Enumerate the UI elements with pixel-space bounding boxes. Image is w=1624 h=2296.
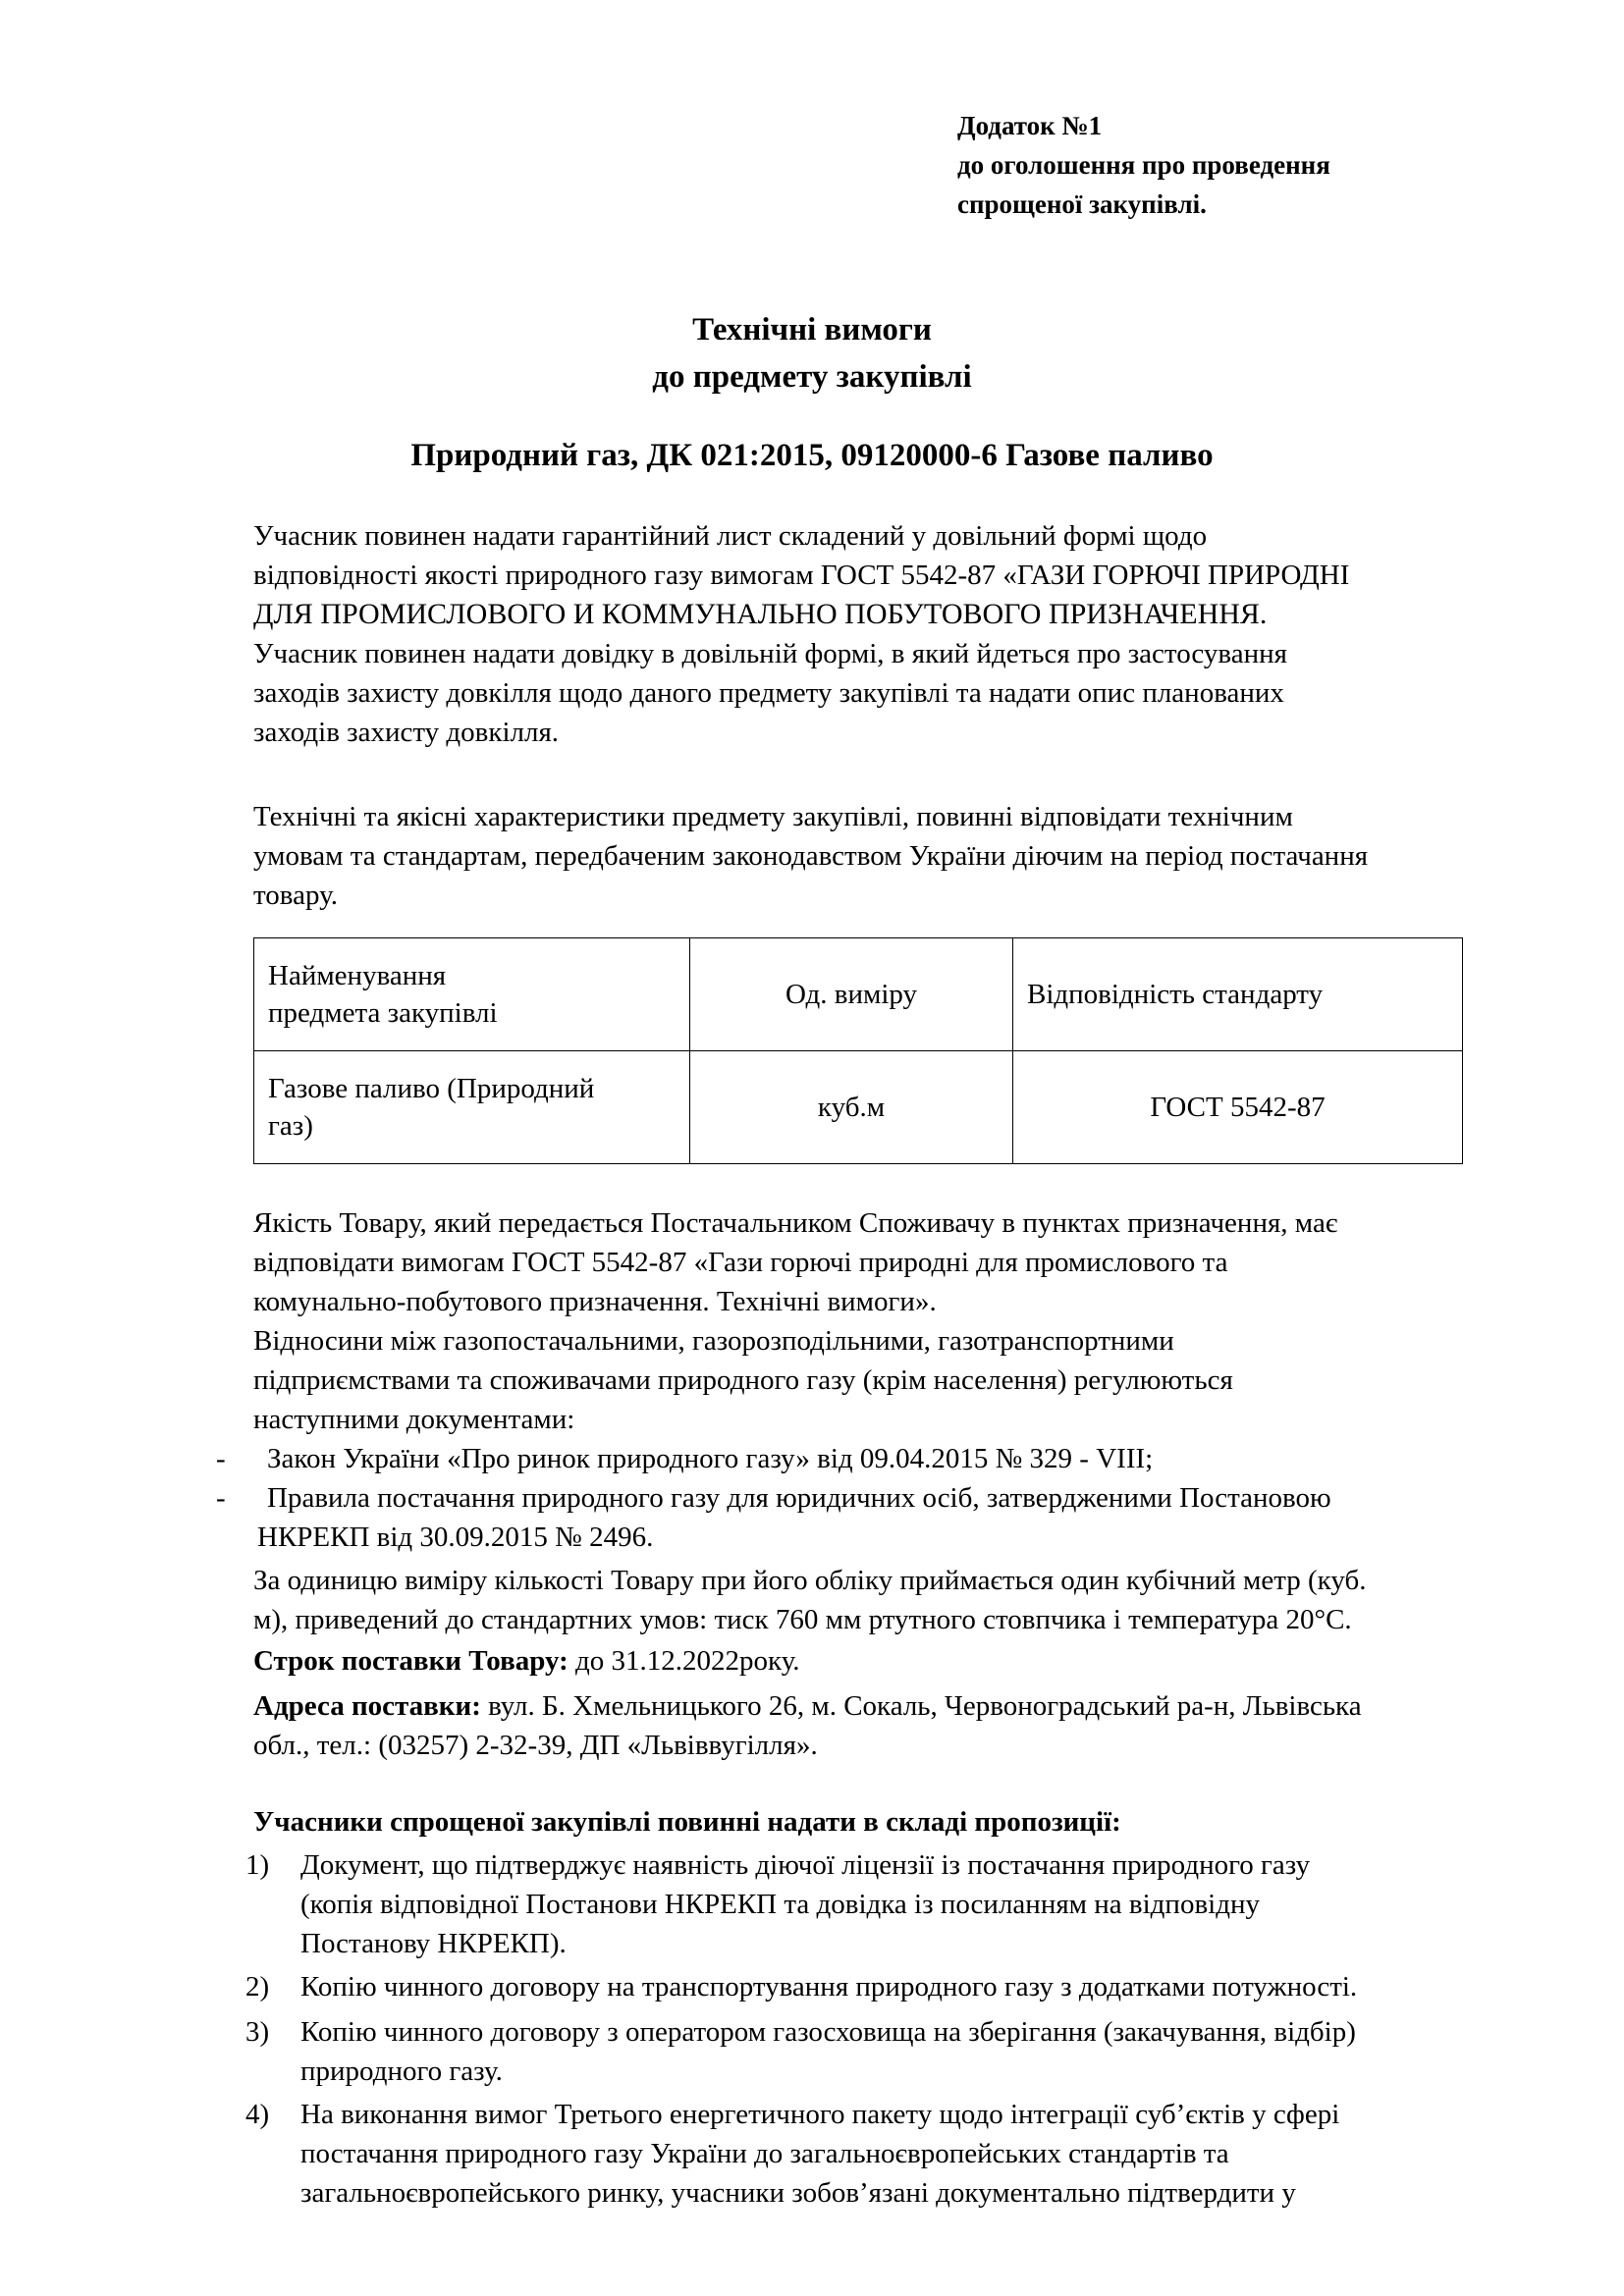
annex-line-3: спрощеної закупівлі.: [957, 189, 1207, 219]
delivery-address-label: Адреса поставки:: [253, 1690, 481, 1722]
table-header-row: [254, 938, 1463, 1051]
delivery-address-line-2: обл., тел.: (03257) 2-32-39, ДП «Львіввугілля».: [253, 1730, 818, 1761]
unit-paragraph: [253, 1561, 1569, 1639]
intro-line: ДЛЯ ПРОМИСЛОВОГО И КОММУНАЛЬНО ПОБУТОВОГО ПРИЗНАЧЕННЯ.: [253, 598, 1268, 630]
quality-line: підприємствами та споживачами природного газу (крім населення) регулюються: [253, 1364, 1233, 1396]
list-item: [300, 1967, 1357, 2006]
spec-table: [253, 937, 1463, 1164]
intro-line: заходів захисту довкілля.: [253, 717, 560, 748]
list-item-line: Документ, що підтверджує наявність діючої ліцензії із постачання природного газу: [300, 1849, 1311, 1881]
delivery-term: [253, 1641, 1569, 1681]
intro-line: відповідності якості природного газу вимогам ГОСТ 5542-87 «ГАЗИ ГОРЮЧІ ПРИРОДНІ: [253, 560, 1350, 591]
bullet-text: НКРЕКП від 30.09.2015 № 2496.: [257, 1522, 654, 1553]
list-item-line: постачання природного газу України до загальноєвропейських стандартів та: [300, 2138, 1229, 2169]
document-title: [0, 306, 1624, 400]
delivery-address-line: [253, 1686, 1569, 1726]
list-item: [300, 2012, 1356, 2091]
annex-header: [957, 106, 1330, 224]
list-item-line: Копію чинного договору на транспортування природного газу з додатками потужності.: [300, 1971, 1358, 2002]
list-number: 4): [245, 2099, 270, 2130]
list-item-line: (копія відповідної Постанови НКРЕКП та довідка із посиланням на відповідну: [300, 1889, 1260, 1920]
delivery-term-label: Строк поставки Товару:: [253, 1645, 568, 1677]
list-item-line: Копію чинного договору з оператором газосховища на зберігання (закачування, відбір): [300, 2016, 1356, 2048]
list-number: 1): [245, 1849, 270, 1881]
quality-line: комунально-побутового призначення. Технічні вимоги».: [253, 1286, 937, 1317]
subject-title: [0, 432, 1624, 479]
quality-line: відповідати вимогам ГОСТ 5542-87 «Гази горючі природні для промислового та: [253, 1247, 1228, 1278]
tech-line: умовам та стандартам, передбаченим законодавством України діючим на період постачання: [253, 840, 1369, 872]
cell-unit: куб.м: [690, 1051, 1013, 1164]
header-unit: Од. виміру: [690, 938, 1013, 1051]
title-line-2: до предмету закупівлі: [652, 359, 972, 395]
intro-line: Учасник повинен надати гарантійний лист складений у довільний формі щодо: [253, 520, 1208, 552]
header-name-line-1: Найменування: [268, 960, 447, 991]
quality-line: Відносини між газопостачальними, газорозподільними, газотранспортними: [253, 1325, 1174, 1357]
cell-standard: ГОСТ 5542-87: [1013, 1051, 1463, 1164]
quality-line: Якість Товару, який передається Постачальником Споживачу в пунктах призначення, має: [253, 1207, 1338, 1239]
header-name-line-2: предмета закупівлі: [268, 997, 498, 1029]
quality-paragraph: [253, 1203, 1569, 1439]
annex-line-2: до оголошення про проведення: [957, 150, 1330, 180]
list-item-line: загальноєвропейського ринку, учасники зобов’язані документально підтвердити у: [300, 2177, 1296, 2209]
list-item: [300, 2095, 1339, 2213]
title-line-1: Технічні вимоги: [692, 312, 932, 347]
list-number: 3): [245, 2016, 270, 2048]
tech-line: товару.: [253, 880, 338, 911]
bullet-mark: -: [216, 1443, 226, 1474]
cell-name: [254, 1051, 690, 1164]
list-number: 2): [245, 1971, 270, 2002]
requirements-heading: Учасники спрощеної закупівлі повинні надати в складі пропозиції:: [253, 1806, 1121, 1838]
cell-name-line-2: газ): [268, 1110, 313, 1142]
header-standard: Відповідність стандарту: [1013, 938, 1463, 1051]
unit-line: м), приведений до стандартних умов: тиск 760 мм ртутного стовпчика і температура 20°С.: [253, 1604, 1352, 1635]
tech-paragraph: [253, 797, 1569, 915]
list-item-line: природного газу.: [300, 2056, 503, 2087]
annex-line-1: Додаток №1: [957, 111, 1103, 140]
tech-line: Технічні та якісні характеристики предмету закупівлі, повинні відповідати технічним: [253, 801, 1293, 832]
list-item-line: Постанову НКРЕКП).: [300, 1928, 567, 1959]
delivery-term-value: до 31.12.2022року.: [568, 1645, 800, 1677]
delivery-term-line: [253, 1641, 1569, 1681]
quality-line: наступними документами:: [253, 1404, 575, 1435]
delivery-address: [253, 1686, 1569, 1765]
bullet-mark: -: [216, 1482, 226, 1514]
intro-line: Учасник повинен надати довідку в довільній формі, в який йдеться про застосування: [253, 638, 1287, 669]
cell-name-line-1: Газове паливо (Природний: [268, 1073, 595, 1104]
bullet-text: Закон України «Про ринок природного газу» від 09.04.2015 № 329 - VIII;: [267, 1443, 1154, 1474]
list-item-line: На виконання вимог Третього енергетичного пакету щодо інтеграції суб’єктів у сфері: [300, 2099, 1340, 2130]
subject-line: Природний газ, ДК 021:2015, 09120000-6 Газове паливо: [410, 438, 1214, 473]
bullet-text: Правила постачання природного газу для юридичних осіб, затвердженими Постановою: [267, 1482, 1331, 1514]
delivery-address-value: вул. Б. Хмельницького 26, м. Сокаль, Червоноградський ра-н, Львівська: [480, 1690, 1362, 1722]
unit-line: За одиницю виміру кількості Товару при його обліку приймається один кубічний метр (куб.: [253, 1565, 1367, 1596]
intro-paragraph: [253, 516, 1569, 752]
header-name: [254, 938, 690, 1051]
table-row: [254, 1051, 1463, 1164]
intro-line: заходів захисту довкілля щодо даного предмету закупівлі та надати опис планованих: [253, 677, 1284, 709]
list-item: [300, 1845, 1310, 1963]
